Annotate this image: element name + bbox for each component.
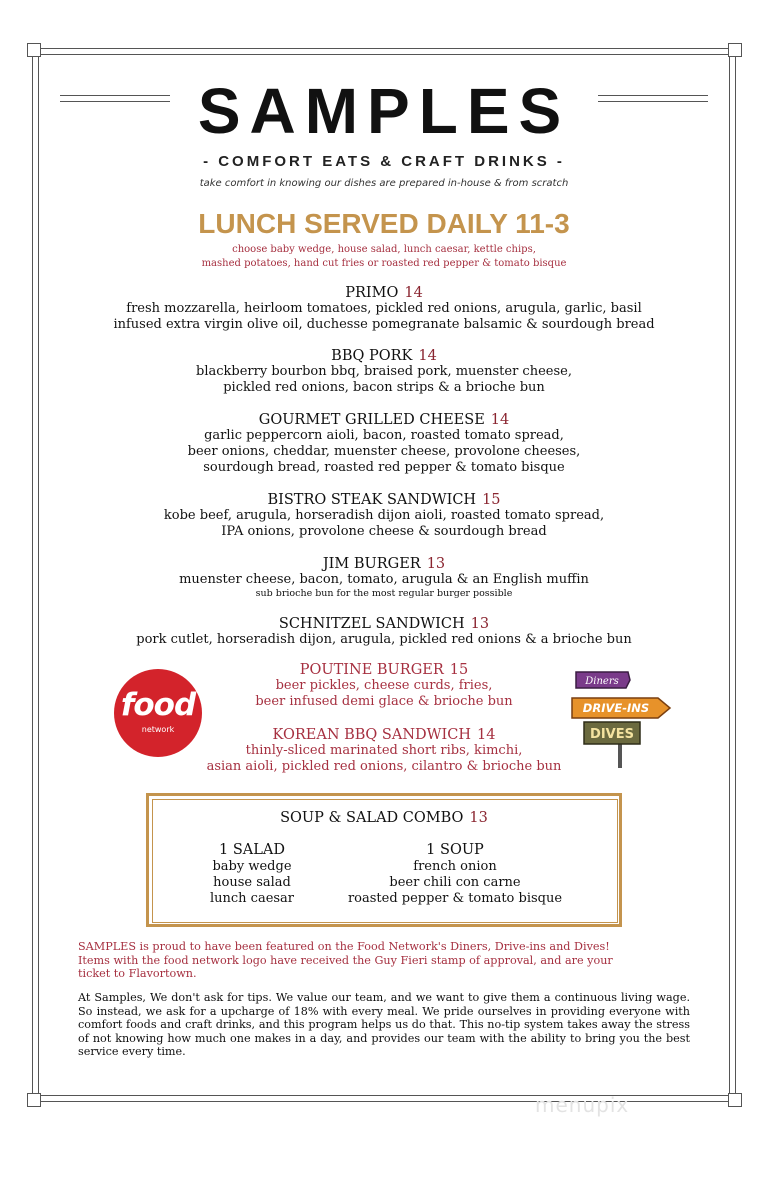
item-name: PRIMO [345,285,399,301]
sign-line-dives: DIVES [590,727,634,742]
border-corner [27,1093,41,1107]
subtagline: take comfort in knowing our dishes are prepared in-house & from scratch [199,178,569,189]
item-name: POUTINE BURGER [299,662,444,678]
salad-option: house salad [213,875,291,890]
item-price: 14 [477,727,496,743]
diners-drive-ins-dives-sign [570,668,674,768]
item-desc: IPA onions, provolone cheese & sourdough bread [221,524,547,539]
sides-line: choose baby wedge, house salad, lunch caesar, kettle chips, [232,244,536,255]
item-desc: beer pickles, cheese curds, fries, [275,678,493,693]
item-name: JIM BURGER [322,556,421,572]
soup-heading: 1 SOUP [426,842,484,858]
menu-item-bistro-steak [0,492,768,540]
note-line: ticket to Flavortown. [78,967,197,980]
soup-option: beer chili con carne [389,875,521,890]
food-network-note [78,940,690,981]
item-desc: kobe beef, arugula, horseradish dijon aioli, roasted tomato spread, [163,508,605,523]
item-desc: infused extra virgin olive oil, duchesse pomegranate balsamic & sourdough bread [113,317,655,332]
menu-item-bbq-pork [0,348,768,396]
salad-column [192,842,312,907]
item-name: GOURMET GRILLED CHEESE [258,412,485,428]
soup-option: roasted pepper & tomato bisque [347,891,563,906]
sign-line-diners: Diners [585,676,619,687]
item-name: KOREAN BBQ SANDWICH [272,727,472,743]
restaurant-logo: SAMPLES [197,75,571,147]
item-price: 14 [490,412,510,428]
salad-option: baby wedge [212,859,292,874]
item-price: 14 [418,348,437,364]
item-desc: muenster cheese, bacon, tomato, arugula & an English muffin [179,572,589,587]
sides-line: mashed potatoes, hand cut fries or roasted red pepper & tomato bisque [201,258,567,269]
no-tip-note: At Samples, We don't ask for tips. We value our team, and we want to give them a continuous living wage. So instead, we ask for a upcharge of 18% with every meal. We pride ourselves in providing everyone with comfort foods and craft drinks, and this program helps us do that. This no-tip system takes away the stress of not knowing how much one makes in a day, and provides our team with the ability to bring you the best service every time. [78,991,690,1058]
item-desc: beer onions, cheddar, muenster cheese, provolone cheeses, [187,444,581,459]
combo-name: SOUP & SALAD COMBO [280,810,464,826]
item-desc: fresh mozzarella, heirloom tomatoes, pickled red onions, arugula, garlic, basil [126,301,642,316]
border-corner [728,43,742,57]
item-price: 13 [426,556,446,572]
sides-note [0,243,768,271]
border-corner [728,1093,742,1107]
combo-title [146,810,622,826]
item-name: BISTRO STEAK SANDWICH [267,492,477,508]
item-desc: garlic peppercorn aioli, bacon, roasted tomato spread, [204,428,564,443]
item-desc: pork cutlet, horseradish dijon, arugula, pickled red onions & a brioche bun [136,632,632,647]
item-name: SCHNITZEL SANDWICH [278,616,465,632]
note-line: SAMPLES is proud to have been featured on the Food Network's Diners, Drive-ins and Dives! [78,940,610,953]
note-line: Items with the food network logo have received the Guy Fieri stamp of approval, and are your [78,953,613,967]
menu-item-primo [0,285,768,333]
border-corner [27,43,41,57]
food-network-logo [114,669,202,757]
menu-item-jim-burger [0,556,768,599]
item-desc: asian aioli, pickled red onions, cilantro & brioche bun [206,759,562,774]
lunch-title: LUNCH SERVED DAILY 11-3 [198,208,570,239]
menu-item-grilled-cheese [0,412,768,476]
item-price: 15 [482,492,501,508]
salad-heading: 1 SALAD [219,842,285,858]
tagline: - COMFORT EATS & CRAFT DRINKS - [203,153,565,170]
food-network-logo-word: food [120,687,196,723]
item-note: sub brioche bun for the most regular burger possible [255,588,513,599]
salad-option: lunch caesar [209,891,295,906]
item-price: 15 [449,662,469,678]
item-name: BBQ PORK [331,348,413,364]
item-desc: pickled red onions, bacon strips & a brioche bun [223,380,545,395]
combo-price: 13 [469,810,488,826]
item-price: 14 [404,285,423,301]
watermark: menupix [535,1093,630,1117]
item-desc: beer infused demi glace & brioche bun [255,694,513,709]
sign-line-drive-ins: DRIVE-INS [582,701,650,715]
soup-column [330,842,580,907]
soup-option: french onion [413,859,497,874]
menu-item-schnitzel [0,616,768,648]
item-desc: sourdough bread, roasted red pepper & tomato bisque [203,460,565,475]
item-desc: thinly-sliced marinated short ribs, kimchi, [245,743,523,758]
food-network-logo-sub: network [141,725,175,734]
item-price: 13 [470,616,490,632]
item-desc: blackberry bourbon bbq, braised pork, muenster cheese, [196,364,572,379]
